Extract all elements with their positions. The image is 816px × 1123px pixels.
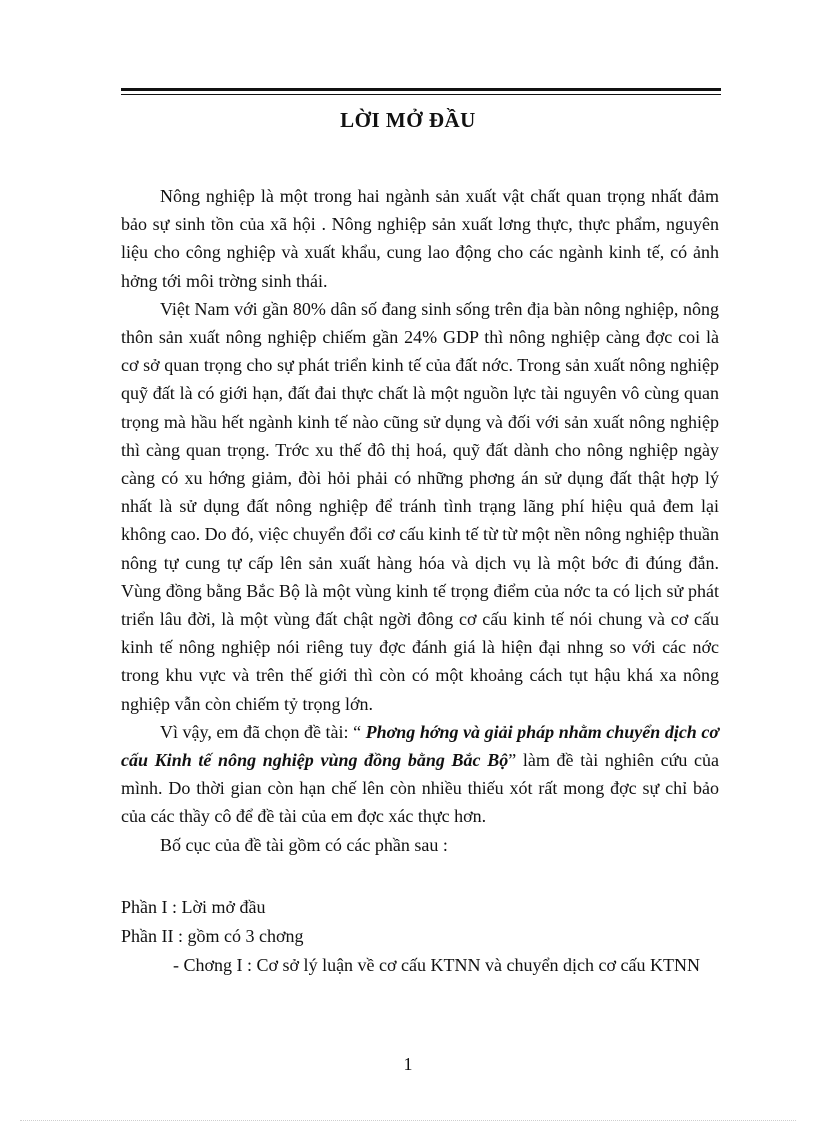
outline-item-chapter-1: - Chơng I : Cơ sở lý luận về cơ cấu KTNN và chuyển dịch cơ cấu KTNN [173, 955, 700, 975]
topic-rest-text: ” làm đề tài nghiên cứu của mình. Do thời gian còn hạn chế lên còn nhiều thiếu xót rất mong đợc sự chỉ bảo của các thầy cô để đề tài của em đợc xác thực hơn. [121, 750, 719, 827]
page-title: LỜI MỞ ĐẦU [340, 108, 476, 132]
page-edge-divider [20, 1120, 796, 1121]
body-text [121, 182, 719, 859]
page-number: 1 [403, 1054, 413, 1074]
paragraph-vietnam-context: Việt Nam với gần 80% dân số đang sinh sống trên địa bàn nông nghiệp, nông thôn sản xuất nông nghiệp chiếm gần 24% GDP thì nông nghiệp càng đợc coi là cơ sở quan trọng cho sự phát triển kinh tế của đất nớc. Trong sản xuất nông nghiệp quỹ đất là có giới hạn, đất đai thực chất là một nguồn lực tài nguyên vô cùng quan trọng mà hầu hết ngành kinh tế nào cũng sử dụng và đối với sản xuất nông nghiệp thì càng quan trọng. Trớc xu thế đô thị hoá, quỹ đất dành cho nông nghiệp ngày càng có xu hớng giảm, đòi hỏi phải có những phơng án sử dụng đất thật hợp lý nhất là sử dụng đất nông nghiệp để tránh tình trạng lãng phí hiệu quả đem lại không cao. Do đó, việc chuyển đổi cơ cấu kinh tế từ từ một nền nông nghiệp thuần nông tự cung tự cấp lên sản xuất hàng hóa và dịch vụ là một bớc đi đúng đắn. Vùng đồng bằng Bắc Bộ là một vùng kinh tế trọng điểm của nớc ta có lịch sử phát triển lâu đời, là một vùng đất chật ngời đông cơ cấu kinh tế nói chung và cơ cấu kinh tế nông nghiệp nói riêng tuy đợc đánh giá là hiện đại nhng so với các nớc trong khu vực và trên thế giới thì còn có một khoảng cách tụt hậu khá xa nông nghiệp vẫn còn chiếm tỷ trọng lớn. [121, 298, 719, 714]
outline-intro: Bố cục của đề tài gồm có các phần sau : [160, 834, 448, 855]
outline-list [121, 893, 719, 980]
topic-title: Phơng hớng và giải pháp nhằm chuyển dịch cơ cấu Kinh tế nông nghiệp vùng đồng bằng Bắc Bộ [121, 721, 720, 771]
topic-intro-text: Vì vậy, em đã chọn đề tài: “ [160, 721, 366, 742]
header-rule-bottom [121, 94, 721, 95]
header-rule-top [121, 88, 721, 91]
paragraph-agriculture-role: Nông nghiệp là một trong hai ngành sản xuất vật chất quan trọng nhất đảm bảo sự sinh tồn của xã hội . Nông nghiệp sản xuất lơng thực, thực phẩm, nguyên liệu cho công nghiệp và xuất khẩu, cung lao động cho các ngành kinh tế, có ảnh hởng tới môi trờng sinh thái. [121, 186, 719, 291]
paragraph-topic-choice [121, 718, 719, 831]
outline-item-part-1: Phần I : Lời mở đầu [121, 897, 266, 917]
outline-item-part-2: Phần II : gồm có 3 chơng [121, 926, 304, 946]
